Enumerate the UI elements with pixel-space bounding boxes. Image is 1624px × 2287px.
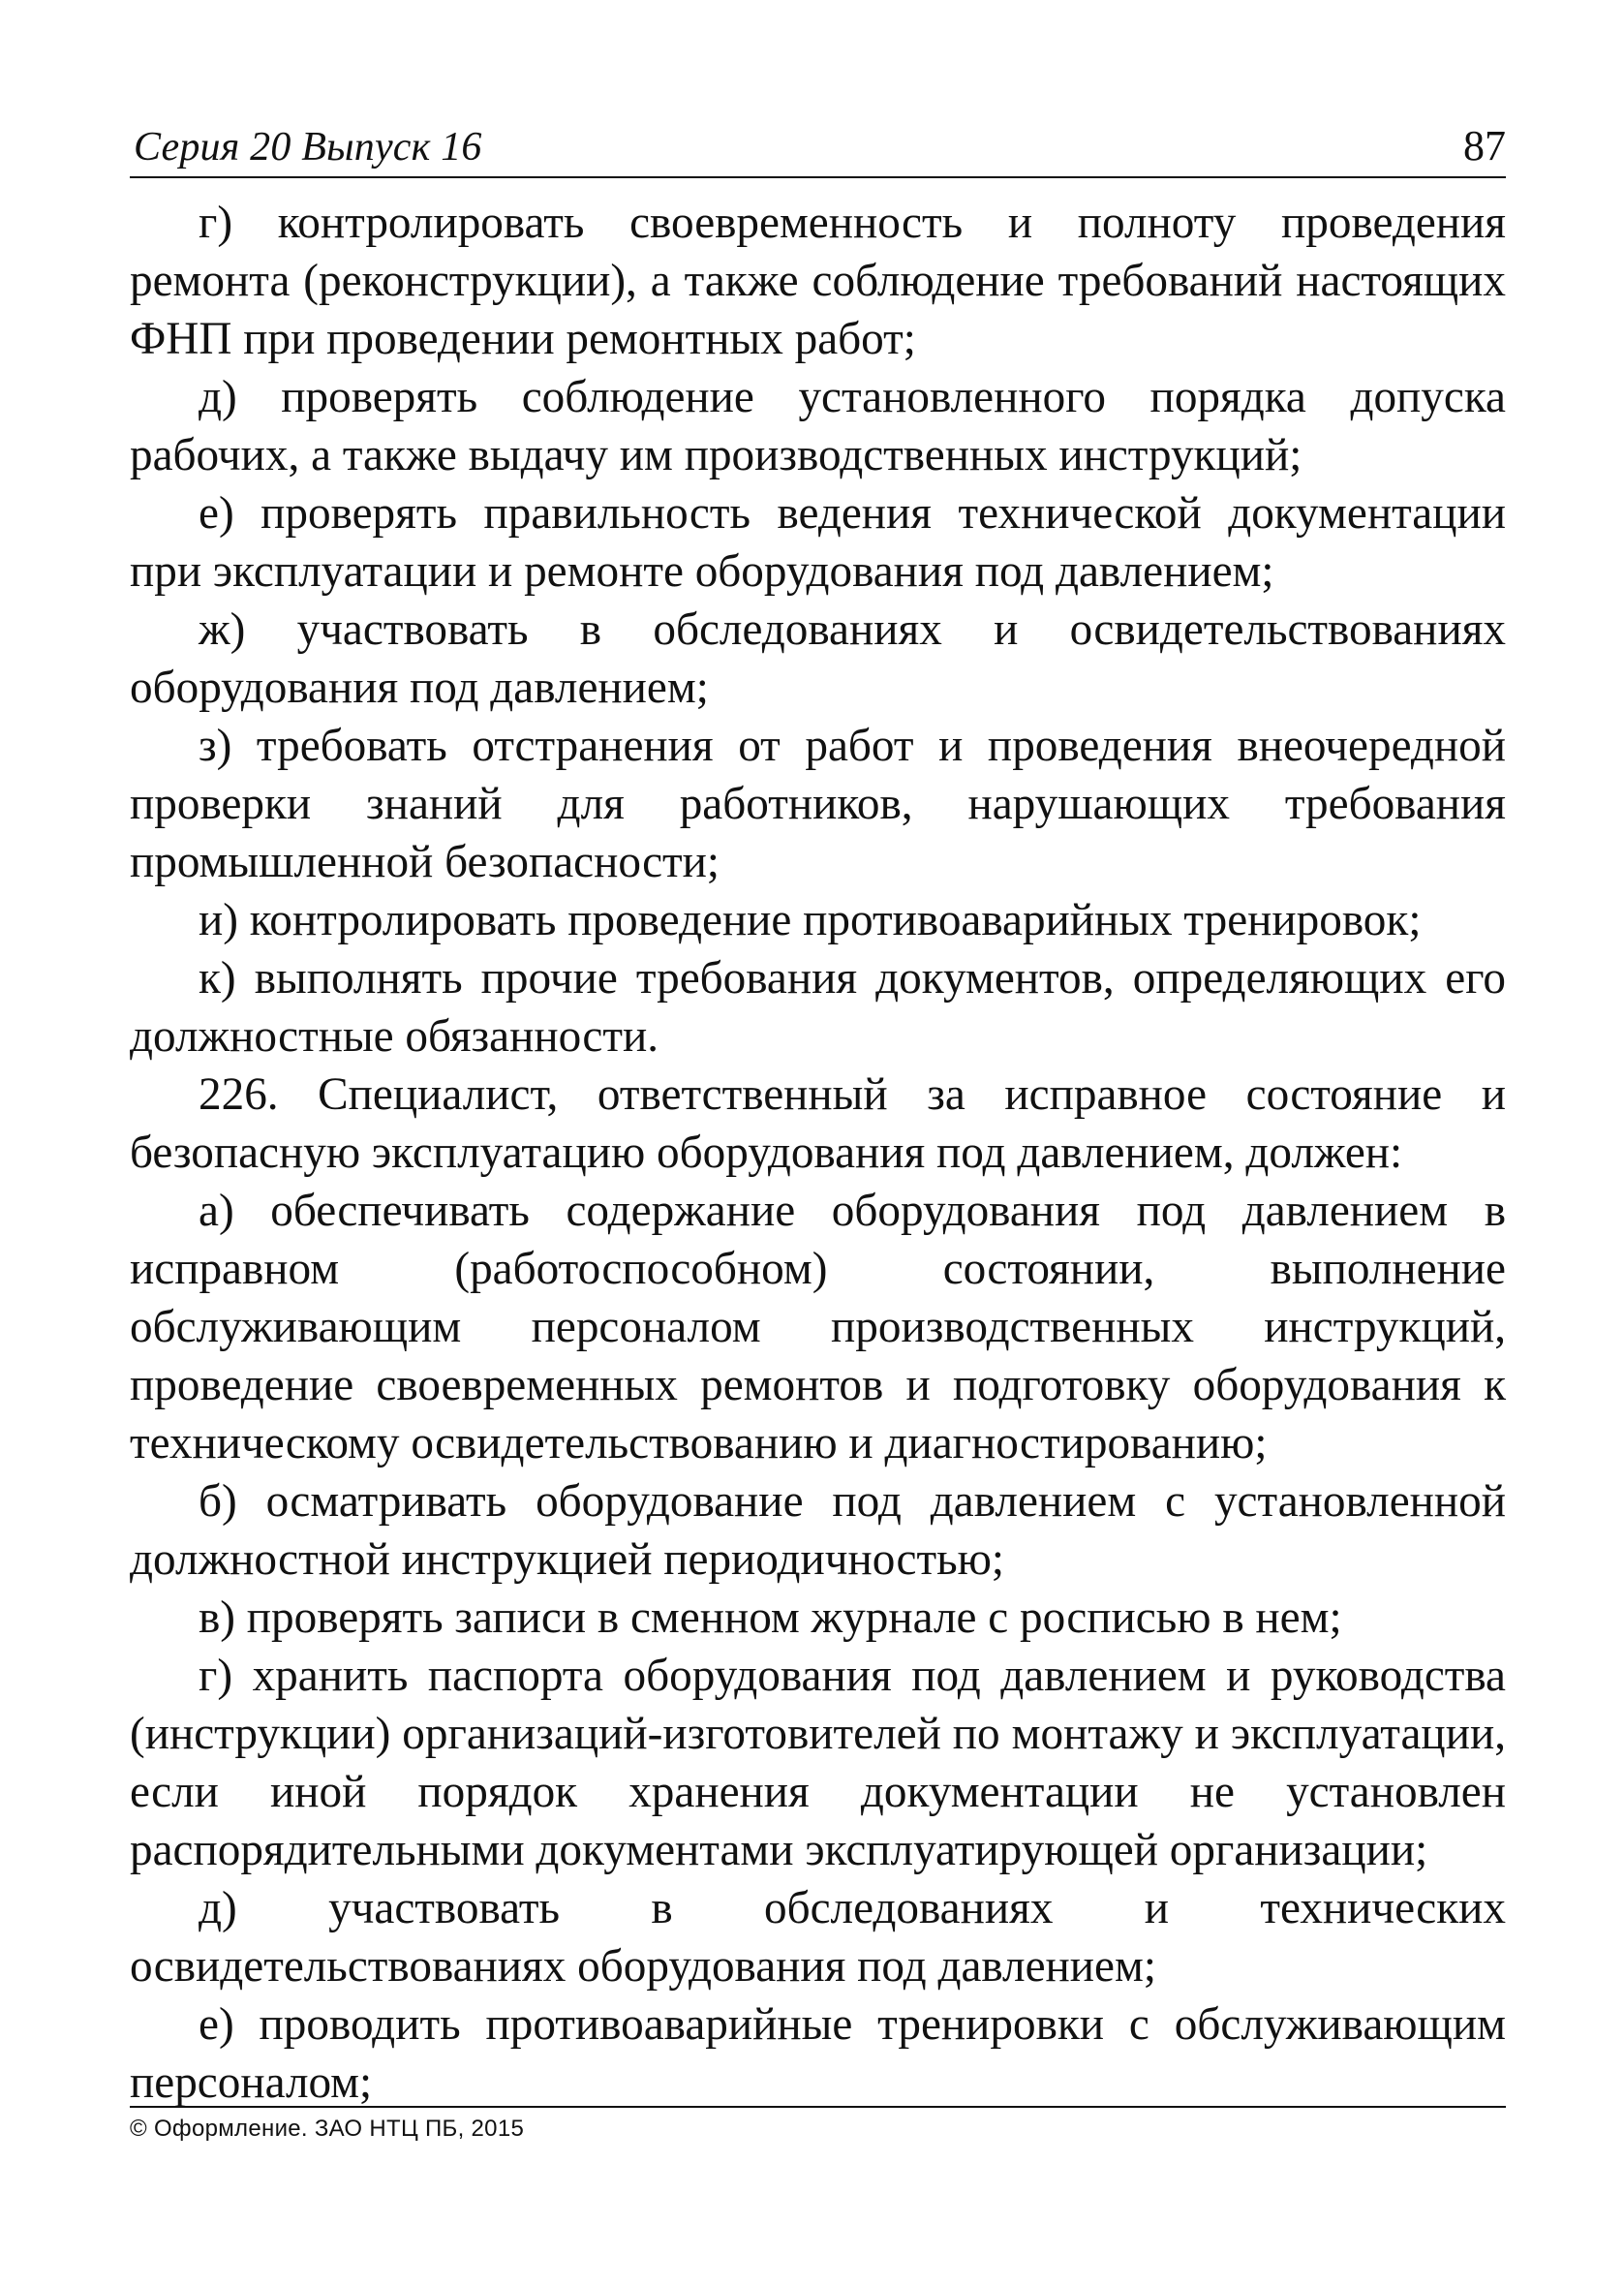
body-text xyxy=(130,194,1506,2112)
paragraph-g-repair-control: г) контролировать своевременность и полноту проведения ремонта (реконструкции), а также соблюдение требований настоящих ФНП при проведении ремонтных работ; xyxy=(130,198,1506,364)
paragraph-d-technical-inspections: д) участвовать в обследованиях и технических освидетельствованиях оборудования под давлением; xyxy=(130,1883,1506,1992)
paragraph-k-other-duties: к) выполнять прочие требования документов, определяющих его должностные обязанности. xyxy=(130,953,1506,1062)
series-title: Серия 20 Выпуск 16 xyxy=(134,125,482,170)
footer-divider xyxy=(130,2106,1506,2108)
paragraph-v-shift-log: в) проверять записи в сменном журнале с росписью в нем; xyxy=(199,1592,1342,1643)
paragraph-g-passports: г) хранить паспорта оборудования под давлением и руководства (инструкции) организаций-изготовителей по монтажу и эксплуатации, если иной порядок хранения документации не установлен распорядительными документами эксплуатирующей организации; xyxy=(130,1651,1506,1875)
paragraph-226-specialist: 226. Специалист, ответственный за исправное состояние и безопасную эксплуатацию оборудования под давлением, должен: xyxy=(130,1069,1506,1178)
copyright-footer: © Оформление. ЗАО НТЦ ПБ, 2015 xyxy=(130,2116,525,2142)
paragraph-e-drills: е) проводить противоаварийные тренировки с обслуживающим персоналом; xyxy=(130,1999,1506,2108)
paragraph-i-drills-control: и) контролировать проведение противоаварийных тренировок; xyxy=(199,895,1422,945)
running-header xyxy=(130,116,1506,178)
paragraph-a-maintenance: а) обеспечивать содержание оборудования под давлением в исправном (работоспособном) состоянии, выполнение обслуживающим персоналом производственных инструкций, проведение своевременных ремонтов и подготовку оборудования к техническому освидетельствованию и диагностированию; xyxy=(130,1186,1506,1468)
paragraph-b-inspection: б) осматривать оборудование под давлением с установленной должностной инструкцией периодичностью; xyxy=(130,1476,1506,1585)
page-number: 87 xyxy=(1463,122,1506,170)
paragraph-zh-inspections: ж) участвовать в обследованиях и освидетельствованиях оборудования под давлением; xyxy=(130,604,1506,713)
paragraph-e-documentation-check: е) проверять правильность ведения технической документации при эксплуатации и ремонте оборудования под давлением; xyxy=(130,488,1506,597)
paragraph-d-admission-check: д) проверять соблюдение установленного порядка допуска рабочих, а также выдачу им производственных инструкций; xyxy=(130,372,1506,480)
paragraph-z-suspension: з) требовать отстранения от работ и проведения внеочередной проверки знаний для работников, нарушающих требования промышленной безопасности; xyxy=(130,721,1506,887)
